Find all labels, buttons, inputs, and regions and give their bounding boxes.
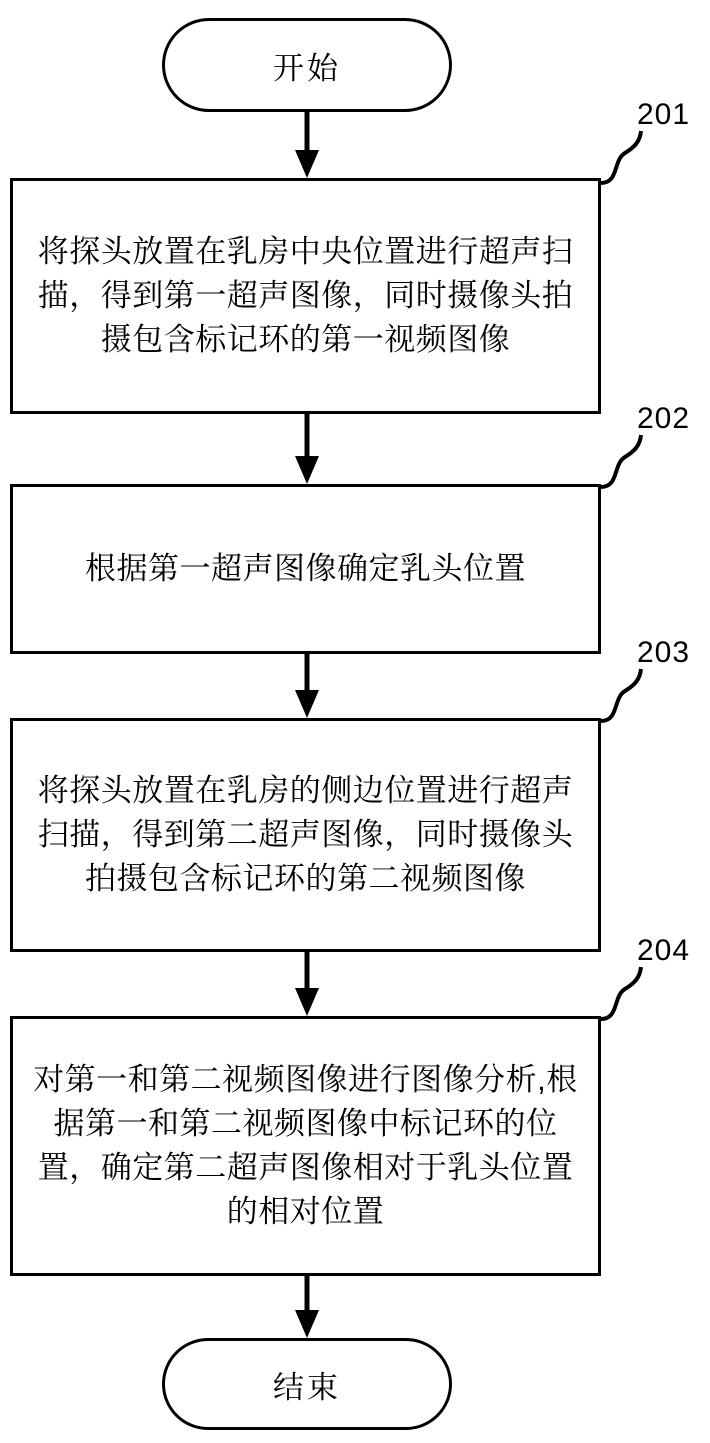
reference-label-204: 204 [637,934,691,967]
reference-label-202: 202 [637,402,691,435]
flow-node-end [162,1338,452,1430]
flow-node-start-label: 开始 [273,50,341,86]
flow-node-step202-label: 根据第一超声图像确定乳头位置 [85,550,526,586]
flow-node-step203 [10,718,601,952]
reference-label-203: 203 [637,636,691,669]
flow-node-step201 [10,178,601,414]
flow-node-step204 [10,1016,601,1276]
flow-node-start [162,18,452,112]
flow-node-step203-label: 将探头放置在乳房的侧边位置进行超声扫描，得到第二超声图像，同时摄像头拍摄包含标记环的第二视频图像 [37,772,574,896]
flow-node-step202 [10,484,601,654]
flow-node-end-label: 结束 [273,1369,341,1405]
flow-node-step204-label: 对第一和第二视频图像进行图像分析,根据第一和第二视频图像中标记环的位置，确定第二超声图像相对于乳头位置的相对位置 [33,1061,578,1230]
reference-label-201: 201 [637,98,691,131]
flow-node-step201-label: 将探头放置在乳房中央位置进行超声扫描，得到第一超声图像，同时摄像头拍摄包含标记环的第一视频图像 [37,233,574,357]
